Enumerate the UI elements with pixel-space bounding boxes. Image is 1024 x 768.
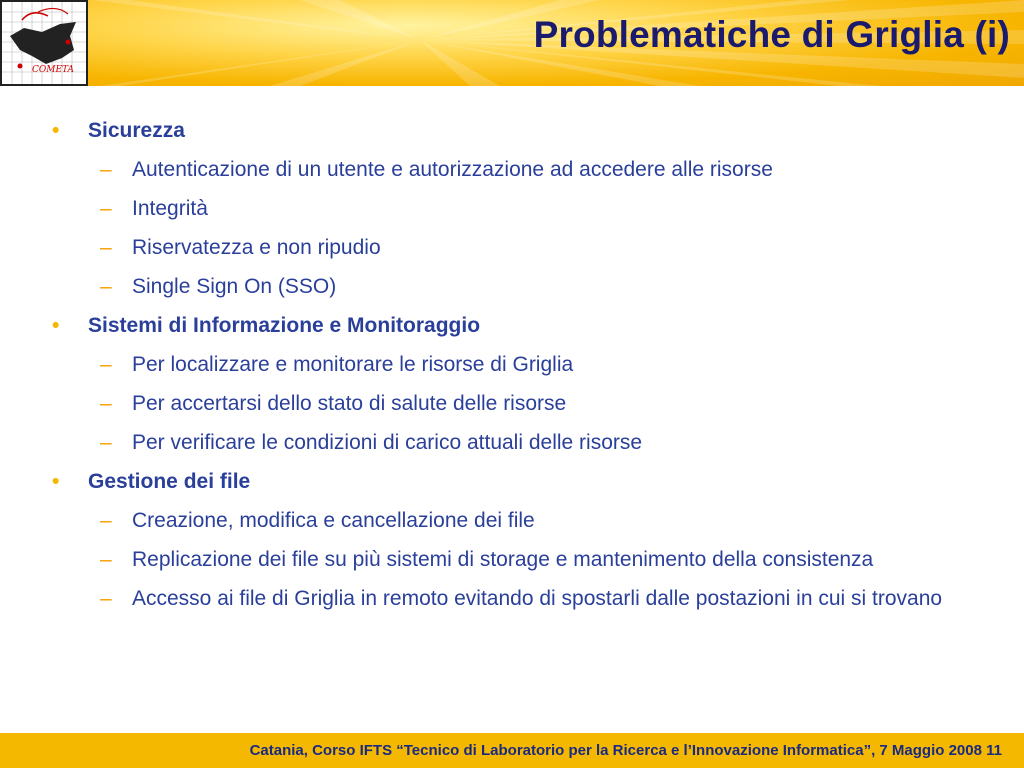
sicily-grid-logo-icon xyxy=(0,0,88,86)
dash-icon: – xyxy=(100,392,112,415)
list-item-text: Single Sign On (SSO) xyxy=(132,275,337,298)
section-heading xyxy=(48,469,998,495)
dash-icon: – xyxy=(100,275,112,298)
list-item xyxy=(48,274,992,300)
list-item-text: Per verificare le condizioni di carico attuali delle risorse xyxy=(132,431,643,454)
slide-body xyxy=(48,112,998,612)
list-item-text: Creazione, modifica e cancellazione dei file xyxy=(132,509,535,532)
section-heading-text: Sicurezza xyxy=(88,119,185,142)
dash-icon: – xyxy=(100,236,112,259)
dash-icon: – xyxy=(100,587,112,610)
list-item-text: Per localizzare e monitorare le risorse di Griglia xyxy=(132,353,574,376)
list-item xyxy=(48,391,992,417)
list-item xyxy=(48,508,992,534)
bullet-icon: • xyxy=(52,119,60,142)
page-title: Problematiche di Griglia (i) xyxy=(533,14,1010,55)
list-item-text: Per accertarsi dello stato di salute delle risorse xyxy=(132,392,567,415)
dash-icon: – xyxy=(100,548,112,571)
list-item xyxy=(48,235,992,261)
bullet-icon: • xyxy=(52,314,60,337)
list-item xyxy=(48,157,992,183)
list-item-text: Integrità xyxy=(132,197,208,220)
list-item-text: Accesso ai file di Griglia in remoto evitando di spostarli dalle postazioni in cui si trovano xyxy=(132,587,943,610)
dash-icon: – xyxy=(100,353,112,376)
dash-icon: – xyxy=(100,431,112,454)
list-item-text: Replicazione dei file su più sistemi di storage e mantenimento della consistenza xyxy=(132,548,874,571)
list-item-text: Autenticazione di un utente e autorizzazione ad accedere alle risorse xyxy=(132,158,773,181)
list-item xyxy=(48,547,992,573)
footer-text: Catania, Corso IFTS “Tecnico di Laboratorio per la Ricerca e l’Innovazione Informatica”, 7 Maggio 2008 11 xyxy=(249,742,1002,759)
title-banner xyxy=(0,0,1024,86)
dash-icon: – xyxy=(100,158,112,181)
section-heading xyxy=(48,118,998,144)
dash-icon: – xyxy=(100,197,112,220)
footer-bar xyxy=(0,733,1024,768)
section-heading xyxy=(48,313,998,339)
bullet-icon: • xyxy=(52,470,60,493)
list-item xyxy=(48,586,992,612)
section-heading-text: Gestione dei file xyxy=(88,470,251,493)
list-item xyxy=(48,352,992,378)
dash-icon: – xyxy=(100,509,112,532)
list-item xyxy=(48,430,992,456)
list-item-text: Riservatezza e non ripudio xyxy=(132,236,381,259)
svg-text:COMETA: COMETA xyxy=(32,65,75,75)
section-heading-text: Sistemi di Informazione e Monitoraggio xyxy=(88,314,481,337)
list-item xyxy=(48,196,992,222)
